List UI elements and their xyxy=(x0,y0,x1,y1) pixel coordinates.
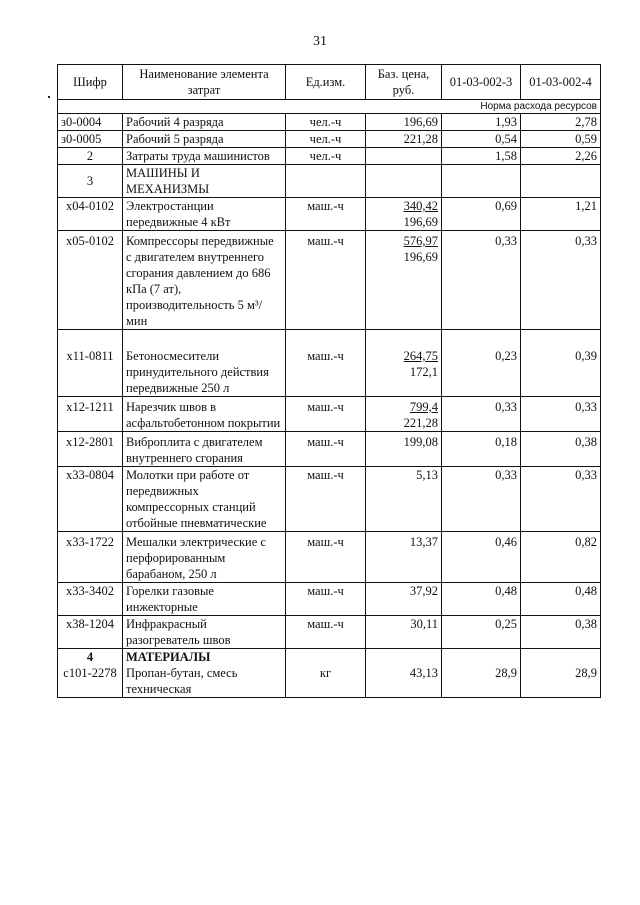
unit-cell: чел.-ч xyxy=(286,131,366,148)
header-col1: 01-03-002-3 xyxy=(442,65,521,100)
name-cell xyxy=(123,649,286,698)
unit-cell: маш.-ч xyxy=(286,231,366,330)
table-row xyxy=(58,397,601,432)
norm1-cell: 1,93 xyxy=(442,114,521,131)
resource-table xyxy=(57,64,601,698)
price-cell: 37,92 xyxy=(366,583,442,616)
header-price: Баз. цена, руб. xyxy=(366,65,442,100)
norm2-cell: 1,21 xyxy=(521,198,601,231)
norm1-cell: 0,46 xyxy=(442,532,521,583)
price-cell xyxy=(366,231,442,330)
header-unit: Ед.изм. xyxy=(286,65,366,100)
norm1-cell: 1,58 xyxy=(442,148,521,165)
unit-cell: маш.-ч xyxy=(286,397,366,432)
name-cell: Рабочий 5 разряда xyxy=(123,131,286,148)
price-cell xyxy=(366,397,442,432)
section2-row xyxy=(58,148,601,165)
table-row xyxy=(58,532,601,583)
unit-cell: чел.-ч xyxy=(286,114,366,131)
section-number: 3 xyxy=(58,165,123,198)
norm-caption-row xyxy=(58,100,601,114)
name-cell: Мешалки электрические с перфорированным барабаном, 250 л xyxy=(123,532,286,583)
unit-cell: маш.-ч xyxy=(286,467,366,532)
norm2-cell: 2,26 xyxy=(521,148,601,165)
name-cell: Нарезчик швов в асфальтобетонном покрытии xyxy=(123,397,286,432)
norm1-cell: 0,33 xyxy=(442,397,521,432)
unit-cell: маш.-ч xyxy=(286,432,366,467)
norm2-cell: 0,82 xyxy=(521,532,601,583)
table-row xyxy=(58,583,601,616)
norm2-cell: 0,38 xyxy=(521,616,601,649)
section-name-line1: МАШИНЫ И xyxy=(126,166,200,180)
norm2-cell: 0,33 xyxy=(521,231,601,330)
norm2-cell: 0,39 xyxy=(521,330,601,397)
section4-row xyxy=(58,649,601,698)
section-name: Затраты труда машинистов xyxy=(123,148,286,165)
header-code: Шифр xyxy=(58,65,123,100)
unit-cell: маш.-ч xyxy=(286,532,366,583)
norm1-cell: 0,48 xyxy=(442,583,521,616)
name-cell: Рабочий 4 разряда xyxy=(123,114,286,131)
price-secondary: 172,1 xyxy=(409,365,438,379)
price-cell: 13,37 xyxy=(366,532,442,583)
price-cell: 30,11 xyxy=(366,616,442,649)
norm2-cell: 0,38 xyxy=(521,432,601,467)
price-secondary: 196,69 xyxy=(403,215,438,229)
code-cell: х38-1204 xyxy=(58,616,123,649)
code-cell: х12-1211 xyxy=(58,397,123,432)
norm1-cell: 28,9 xyxy=(442,649,521,698)
price-main: 576,97 xyxy=(403,234,438,248)
norm2-cell: 0,33 xyxy=(521,467,601,532)
price-cell: 43,13 xyxy=(366,649,442,698)
section-number: 2 xyxy=(58,148,123,165)
code-cell: х04-0102 xyxy=(58,198,123,231)
unit-cell: маш.-ч xyxy=(286,198,366,231)
header-name: Наименование элемента затрат xyxy=(123,65,286,100)
unit-cell: чел.-ч xyxy=(286,148,366,165)
table-row xyxy=(58,432,601,467)
table-row xyxy=(58,131,601,148)
code-cell xyxy=(58,649,123,698)
price-secondary: 221,28 xyxy=(403,416,438,430)
price-cell: 221,28 xyxy=(366,131,442,148)
unit-cell: маш.-ч xyxy=(286,330,366,397)
price-cell: 199,08 xyxy=(366,432,442,467)
section-number: 4 xyxy=(86,650,94,664)
material-code: с101-2278 xyxy=(63,666,117,680)
norm2-cell: 0,48 xyxy=(521,583,601,616)
unit-cell: маш.-ч xyxy=(286,616,366,649)
table-row xyxy=(58,231,601,330)
price-cell: 5,13 xyxy=(366,467,442,532)
norm-caption: Норма расхода ресурсов xyxy=(58,100,601,114)
table-row xyxy=(58,616,601,649)
section-name: МАТЕРИАЛЫ xyxy=(126,650,211,664)
name-cell: Виброплита с двигателем внутреннего сгорания xyxy=(123,432,286,467)
name-cell: Бетоносмесители принудительного действия передвижные 250 л xyxy=(123,330,286,397)
code-cell: з0-0004 xyxy=(58,114,123,131)
table-row xyxy=(58,467,601,532)
norm1-cell: 0,25 xyxy=(442,616,521,649)
norm1-cell: 0,18 xyxy=(442,432,521,467)
price-main: 264,75 xyxy=(403,349,438,363)
price-main: 799,4 xyxy=(409,400,438,414)
page-number: 31 xyxy=(313,34,327,49)
code-cell: х33-3402 xyxy=(58,583,123,616)
price-cell xyxy=(366,198,442,231)
table-row xyxy=(58,198,601,231)
norm2-cell: 28,9 xyxy=(521,649,601,698)
material-name: Пропан-бутан, смесь техническая xyxy=(126,666,238,696)
name-cell: Компрессоры передвижные с двигателем внутреннего сгорания давлением до 686 кПа (7 ат), производительность 5 м³/мин xyxy=(123,231,286,330)
norm1-cell: 0,33 xyxy=(442,231,521,330)
norm1-cell: 0,69 xyxy=(442,198,521,231)
name-cell: Электростанции передвижные 4 кВт xyxy=(123,198,286,231)
norm1-cell: 0,23 xyxy=(442,330,521,397)
code-cell: х11-0811 xyxy=(58,330,123,397)
norm2-cell: 0,33 xyxy=(521,397,601,432)
price-cell: 196,69 xyxy=(366,114,442,131)
norm2-cell: 0,59 xyxy=(521,131,601,148)
section-name-line2: МЕХАНИЗМЫ xyxy=(126,182,210,196)
section3-heading-row xyxy=(58,165,601,198)
section-name xyxy=(123,165,286,198)
price-cell xyxy=(366,330,442,397)
unit-cell: кг xyxy=(286,649,366,698)
header-row xyxy=(58,65,601,100)
unit-cell: маш.-ч xyxy=(286,583,366,616)
norm2-cell: 2,78 xyxy=(521,114,601,131)
stray-mark xyxy=(48,96,50,98)
code-cell: х33-0804 xyxy=(58,467,123,532)
name-cell: Инфракрасный разогреватель швов xyxy=(123,616,286,649)
table-row xyxy=(58,114,601,131)
code-cell: х05-0102 xyxy=(58,231,123,330)
table-row xyxy=(58,330,601,397)
name-cell: Горелки газовые инжекторные xyxy=(123,583,286,616)
norm1-cell: 0,54 xyxy=(442,131,521,148)
code-cell: з0-0005 xyxy=(58,131,123,148)
norm1-cell: 0,33 xyxy=(442,467,521,532)
header-col2: 01-03-002-4 xyxy=(521,65,601,100)
code-cell: х33-1722 xyxy=(58,532,123,583)
name-cell: Молотки при работе от передвижных компрессорных станций отбойные пневматические xyxy=(123,467,286,532)
price-secondary: 196,69 xyxy=(403,250,438,264)
price-main: 340,42 xyxy=(403,199,438,213)
code-cell: х12-2801 xyxy=(58,432,123,467)
